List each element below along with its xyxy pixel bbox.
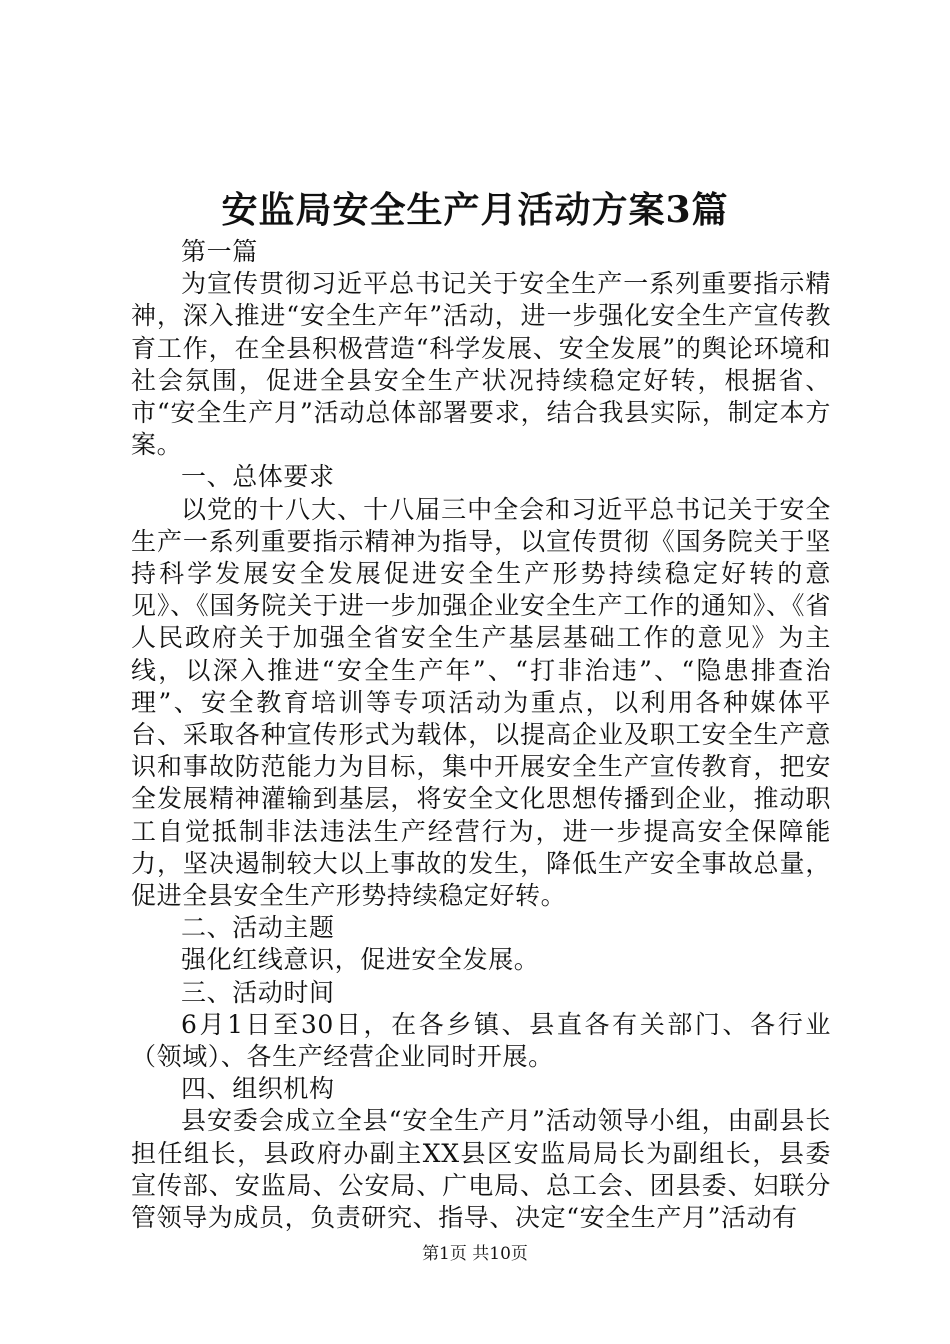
- section-label-part-one: 第一篇: [181, 237, 258, 266]
- general-requirements-paragraph: 以党的十八大、十八届三中全会和习近平总书记关于安全生产一系列重要指示精神为指导，以宣传贯彻《国务院关于坚持科学发展安全发展促进安全生产形势持续稳定好转的意见》、《国务院关于进一步加强企业安全生产工作的通知》、《省人民政府关于加强全省安全生产基层基础工作的意见》为主线，以深入推进“安全生产年”、“打非治违”、“隐患排查治理”、安全教育培训等专项活动为重点，以利用各种媒体平台、采取各种宣传形式为载体，以提高企业及职工安全生产意识和事故防范能力为目标，集中开展安全生产宣传教育，把安全发展精神灌输到基层，将安全文化思想传播到企业，推动职工自觉抵制非法违法生产经营行为，进一步提高安全保障能力，坚决遏制较大以上事故的发生，降低生产安全事故总量，促进全县安全生产形势持续稳定好转。: [131, 494, 831, 911]
- page-footer: 第1页 共10页: [422, 1244, 528, 1264]
- heading-general-requirements: 一、总体要求: [181, 462, 335, 492]
- heading-activity-time: 三、活动时间: [181, 977, 335, 1007]
- document-body: [131, 236, 831, 1234]
- intro-paragraph: 为宣传贯彻习近平总书记关于安全生产一系列重要指示精神，深入推进“安全生产年”活动，进一步强化安全生产宣传教育工作，在全县积极营造“科学发展、安全发展”的舆论环境和社会氛围，促进全县安全生产状况持续稳定好转，根据省、市“安全生产月”活动总体部署要求，结合我县实际，制定本方案。: [131, 269, 831, 460]
- organization-paragraph: 县安委会成立全县“安全生产月”活动领导小组，由副县长担任组长，县政府办副主XX县区安监局局长为副组长，县委宣传部、安监局、公安局、广电局、总工会、团县委、妇联分管领导为成员，负责研究、指导、决定“安全生产月”活动有: [131, 1106, 831, 1233]
- document-title: 安监局安全生产月活动方案3篇: [221, 189, 729, 231]
- heading-organization: 四、组织机构: [181, 1074, 335, 1104]
- heading-activity-theme: 二、活动主题: [181, 913, 335, 943]
- activity-theme-paragraph: 强化红线意识，促进安全发展。: [181, 945, 540, 975]
- activity-time-paragraph: 6月1日至30日，在各乡镇、县直各有关部门、各行业（领域）、各生产经营企业同时开展。: [131, 1009, 831, 1072]
